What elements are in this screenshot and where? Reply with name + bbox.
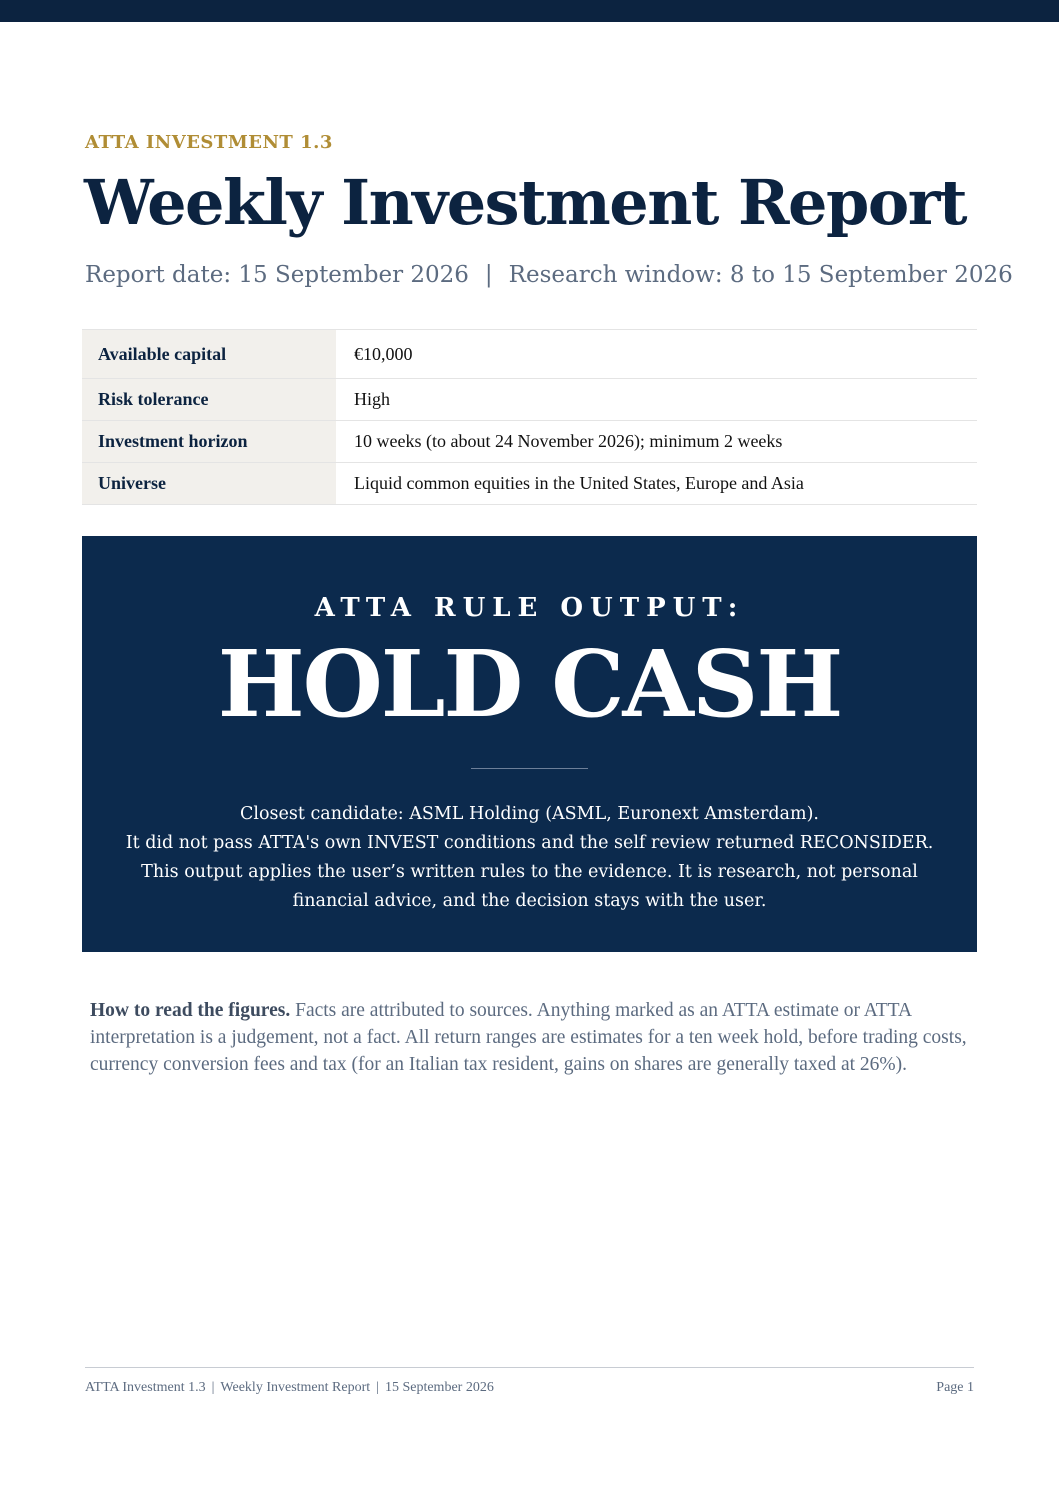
reading-note-lead: How to read the figures. [90,1000,291,1021]
page-number: Page 1 [936,1380,974,1395]
footer-separator: | [376,1380,379,1395]
footer-date: 15 September 2026 [384,1380,494,1395]
row-label: Available capital [82,330,336,379]
verdict-explanation [112,800,947,916]
row-label: Risk tolerance [82,379,336,421]
table-row [82,379,977,421]
row-value: Liquid common equities in the United States, Europe and Asia [336,463,977,505]
verdict-panel [82,536,977,952]
row-label: Universe [82,463,336,505]
row-value: High [336,379,977,421]
top-accent-bar [0,0,1059,22]
footer-product: ATTA Investment 1.3 [85,1380,206,1395]
verdict-line: It did not pass ATTA's own INVEST conditions and the self review returned RECONSIDER. [125,833,934,853]
footer-separator: | [211,1380,215,1395]
table-row [82,463,977,505]
verdict-kicker: ATTA RULE OUTPUT: [314,593,745,623]
footer-doc-name: Weekly Investment Report [220,1380,371,1395]
reading-note [90,997,970,1078]
reading-note-text: Facts are attributed to sources. Anything marked as an ATTA estimate or ATTA interpretation is a judgement, not a fact. All return ranges are estimates for a ten week hold, before trading costs, currency conversion fees and tax (for an Italian tax resident, gains on shares are generally taxed at 26%). [90,1000,967,1075]
verdict-divider [471,768,588,769]
verdict-line: Closest candidate: ASML Holding (ASML, Euronext Amsterdam). [240,804,819,824]
subtitle-separator: | [484,262,493,288]
row-value: 10 weeks (to about 24 November 2026); minimum 2 weeks [336,421,977,463]
profile-table [82,329,977,505]
research-window: Research window: 8 to 15 September 2026 [508,262,1013,288]
row-label: Investment horizon [82,421,336,463]
footer-divider [85,1367,974,1368]
verdict-line: This output applies the user’s written rules to the evidence. It is research, not personal [141,862,918,882]
table-row [82,330,977,379]
page-title: Weekly Investment Report [84,166,967,239]
table-row [82,421,977,463]
report-subtitle [85,262,1013,288]
report-date: Report date: 15 September 2026 [85,262,469,288]
footer-meta [85,1380,494,1396]
verdict-decision: HOLD CASH [217,630,842,738]
verdict-line: financial advice, and the decision stays with the user. [292,891,767,911]
row-value: €10,000 [336,330,977,379]
brand-label: ATTA INVESTMENT 1.3 [85,132,333,153]
